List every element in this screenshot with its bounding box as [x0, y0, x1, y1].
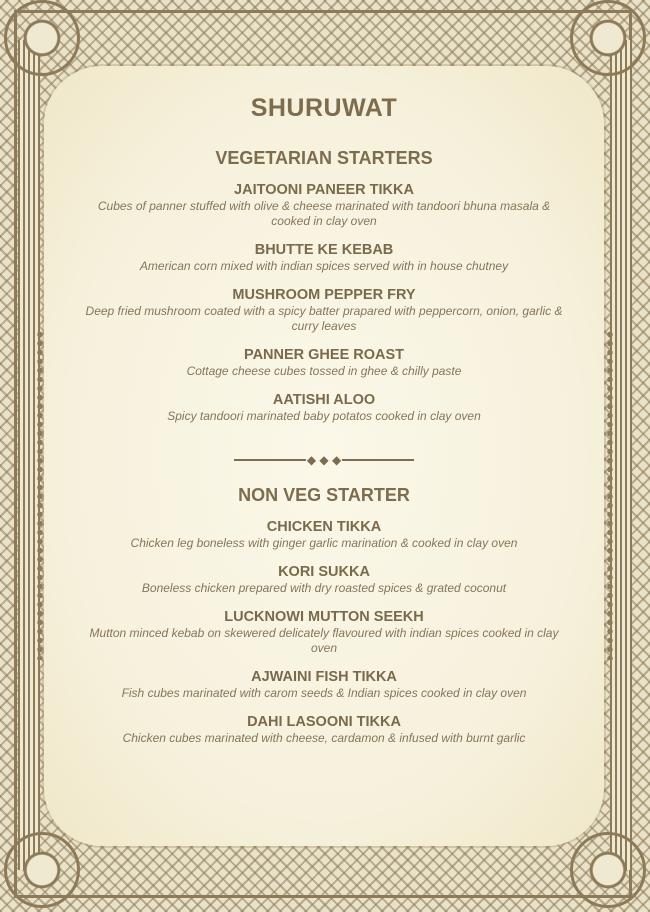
corner-ornament-top-left — [4, 0, 80, 76]
left-bead-ornament — [36, 330, 44, 660]
menu-item — [44, 181, 604, 229]
item-description: American corn mixed with indian spices served with in house chutney — [139, 259, 509, 273]
menu-item — [44, 346, 604, 379]
section-divider — [234, 450, 414, 470]
item-description: Spicy tandoori marinated baby potatos cooked in clay oven — [167, 409, 481, 423]
item-description: Mutton minced kebab on skewered delicately flavoured with indian spices cooked in clay oven — [89, 626, 559, 655]
page-title: SHURUWAT — [250, 94, 398, 122]
menu-item — [44, 391, 604, 424]
menu-item — [44, 713, 604, 746]
item-description: Chicken leg boneless with ginger garlic marination & cooked in clay oven — [130, 536, 518, 550]
menu-item — [44, 668, 604, 701]
item-description: Deep fried mushroom coated with a spicy batter prapared with peppercorn, onion, garlic & curry leaves — [85, 304, 563, 333]
item-name: AJWAINI FISH TIKKA — [251, 669, 397, 685]
menu-item — [44, 608, 604, 656]
item-description: Cottage cheese cubes tossed in ghee & chilly paste — [186, 364, 462, 378]
menu-item — [44, 286, 604, 334]
corner-ornament-top-right — [570, 0, 646, 76]
item-name: DAHI LASOONI TIKKA — [247, 714, 401, 730]
item-name: JAITOONI PANEER TIKKA — [234, 182, 414, 198]
item-name: LUCKNOWI MUTTON SEEKH — [224, 609, 424, 625]
menu-item — [44, 518, 604, 551]
item-name: CHICKEN TIKKA — [266, 519, 382, 535]
divider-line — [234, 459, 306, 461]
section-title-non-veg: NON VEG STARTER — [238, 485, 410, 505]
item-name: AATISHI ALOO — [272, 392, 376, 408]
right-bead-ornament — [606, 330, 614, 660]
item-description: Chicken cubes marinated with cheese, cardamon & infused with burnt garlic — [122, 731, 526, 745]
section-title-vegetarian: VEGETARIAN STARTERS — [215, 148, 433, 168]
item-name: KORI SUKKA — [278, 564, 370, 580]
item-name: BHUTTE KE KEBAB — [254, 242, 394, 258]
menu-content — [44, 66, 604, 846]
item-description: Boneless chicken prepared with dry roasted spices & grated coconut — [141, 581, 507, 595]
item-description: Cubes of panner stuffed with olive & cheese marinated with tandoori bhuna masala & cooked in clay oven — [97, 199, 551, 228]
diamond-ornament-icon: ◆ ◆ ◆ — [306, 453, 342, 467]
menu-item — [44, 563, 604, 596]
item-description: Fish cubes marinated with carom seeds & Indian spices cooked in clay oven — [121, 686, 527, 700]
item-name: PANNER GHEE ROAST — [243, 347, 405, 363]
divider-line — [342, 459, 414, 461]
menu-item — [44, 241, 604, 274]
item-name: MUSHROOM PEPPER FRY — [232, 287, 416, 303]
